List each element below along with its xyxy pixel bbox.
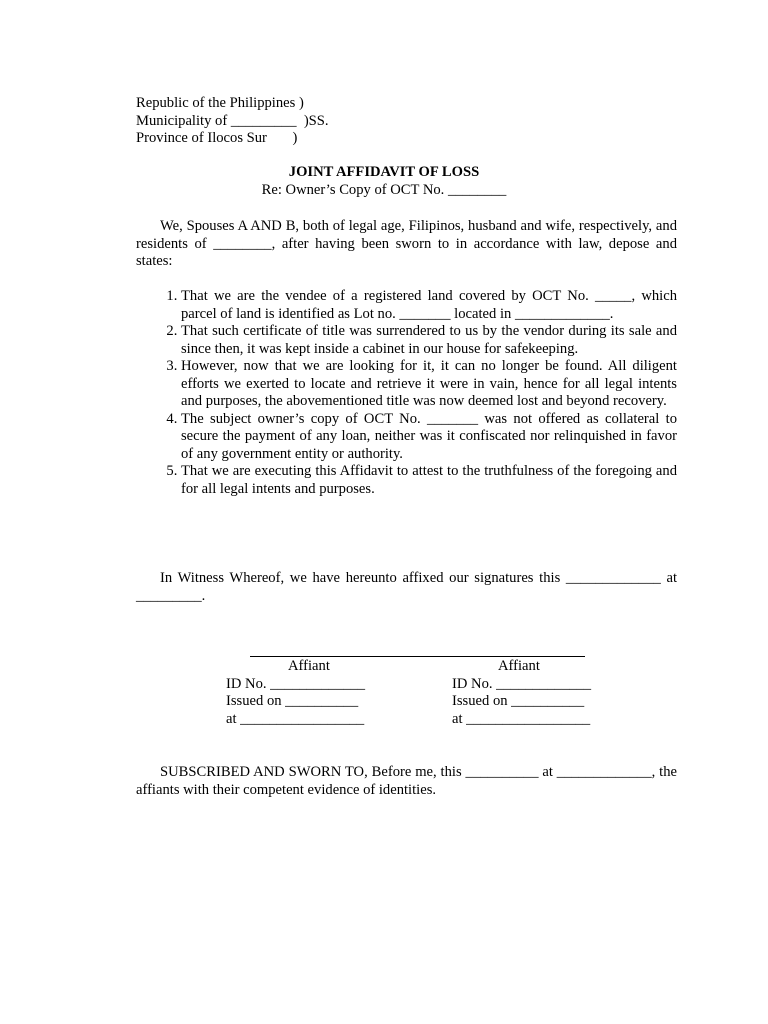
venue-municipality: Municipality of _________ )SS. [136, 112, 329, 129]
witness-paragraph: In Witness Whereof, we have hereunto affixed our signatures this _____________ at _________. [136, 570, 677, 604]
document-title: JOINT AFFIDAVIT OF LOSS [288, 164, 480, 180]
venue-province: Province of Ilocos Sur ) [136, 130, 298, 146]
statement-item: 5. That we are executing this Affidavit to attest to the truthfulness of the foregoing and for all legal intents and purposes. [181, 463, 677, 498]
venue-block [136, 95, 329, 148]
affiant-block-right [452, 658, 632, 728]
affiant-issued-at: at _________________ [452, 710, 591, 727]
intro-paragraph: We, Spouses A AND B, both of legal age, Filipinos, husband and wife, respectively, and residents of ________, after having been sworn to in accordance with law, depose and states: [136, 218, 677, 269]
statement-item: 3. However, now that we are looking for it, it can no longer be found. All diligent efforts we exerted to locate and retrieve it were in vain, hence for all legal intents and purposes, the abovementioned title was now deemed lost and beyond recovery. [181, 358, 677, 411]
affiant-id: ID No. _____________ [452, 675, 592, 692]
affiant-issued-on: Issued on __________ [452, 693, 585, 709]
affiant-block-left [226, 658, 406, 728]
affiant-issued-on: Issued on __________ [226, 693, 359, 709]
affiant-label: Affiant [498, 658, 540, 674]
affiant-issued-at: at _________________ [226, 710, 365, 727]
jurat-paragraph: SUBSCRIBED AND SWORN TO, Before me, this __________ at _____________, the affiants with their competent evidence of identities. [136, 764, 677, 798]
affiant-id: ID No. _____________ [226, 675, 366, 692]
document-subject: Re: Owner’s Copy of OCT No. ________ [261, 182, 507, 198]
statements-list [136, 288, 677, 498]
statement-item: 4. The subject owner’s copy of OCT No. _______ was not offered as collateral to secure the payment of any loan, neither was it confiscated nor relinquished in favor of any government entity or authority. [181, 411, 677, 464]
venue-republic: Republic of the Philippines ) [136, 95, 304, 111]
statement-item: 2. That such certificate of title was surrendered to us by the vendor during its sale and since then, it was kept inside a cabinet in our house for safekeeping. [181, 323, 677, 358]
affiant-label: Affiant [288, 658, 330, 674]
statement-item: 1. That we are the vendee of a registered land covered by OCT No. _____, which parcel of land is identified as Lot no. _______ located in _____________. [181, 288, 677, 323]
signature-line [250, 656, 585, 657]
